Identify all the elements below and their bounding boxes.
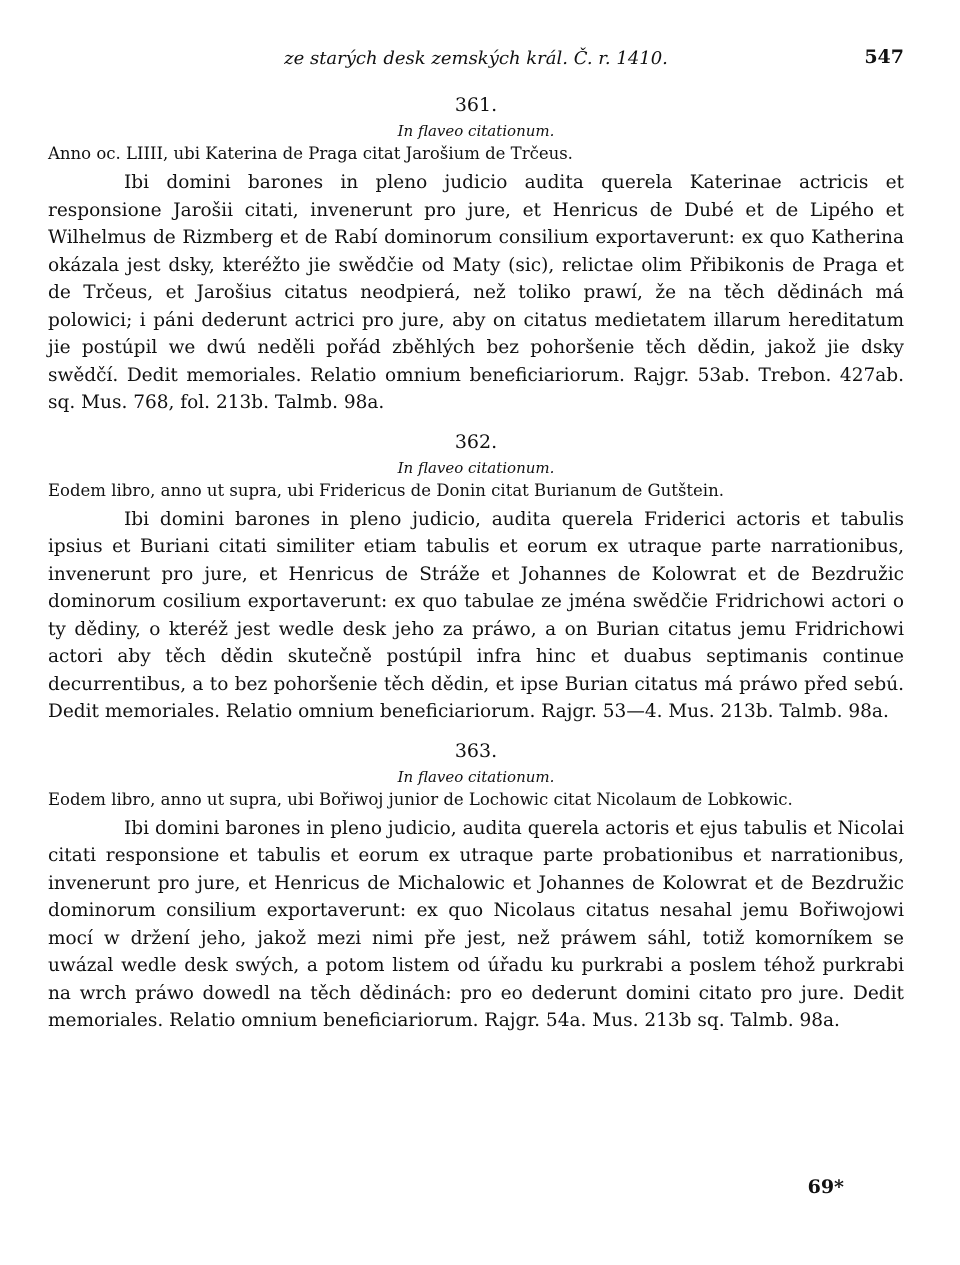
entry-text: Ibi domini barones in pleno judicio, audita querela Friderici actoris et tabulis ipsius et Buriani citati similiter etiam tabulis et eorum ex utraque parte narrationibus, invenerunt pro jure, et Henricus de Stráže et Johannes de Kolowrat et de Bezdružic dominorum cosilium exportaverunt: ex quo tabulae ze jména swědčie Fridrichowi actori o ty dědiny, o kteréž jest wedle desk jeho za práwo, a on Burian citatus jemu Fridrichowi actori aby těch dědin skutečně postúpil infra hinc et duabus septimanis continue decurrentibus, a to bez pohoršenie těch dědin, et ipse Burian citatus má práwo před sebú. Dedit memoriales. Relatio omnium beneficiariorum. Rajgr. 53—4. Mus. 213b. Talmb. 98a. (48, 508, 904, 722)
entry-source: In flaveo citationum. (397, 767, 555, 786)
entry-heading: Eodem libro, anno ut supra, ubi Fridericus de Donin citat Burianum de Gutštein. (48, 480, 724, 500)
entry-text: Ibi domini barones in pleno judicio audita querela Katerinae actricis et responsione Jarošii citati, invenerunt pro jure, et Henricus de Dubé et de Lipého et Wilhelmus de Rizmberg et de Rabí dominorum consilium exportaverunt: ex quo Katherina okázala jest dsky, kteréžto jie swědčie od Maty (sic), relictae olim Přibikonis de Praga et de Trčeus, et Jarošius citatus neodpierá, než toliko prawí, že na těch dědinách má polowici; i páni dederunt actrici pro jure, aby on citatus medietatem illarum hereditatum jie postúpil we dwú neděli pořád zběhlých bez pohoršenie těch dědin, jakož jie dsky swědčí. Dedit memoriales. Relatio omnium beneficiariorum. Rajgr. 53ab. Trebon. 427ab. sq. Mus. 768, fol. 213b. Talmb. 98a. (48, 172, 904, 413)
page-body (48, 46, 904, 1043)
entry-heading: Eodem libro, anno ut supra, ubi Bořiwoj junior de Lochowic citat Nicolaum de Lobkowic. (48, 789, 793, 809)
signature-mark: 69* (807, 1176, 844, 1198)
page-header (48, 46, 904, 76)
entry-number: 362. (454, 430, 498, 453)
running-title: ze starých desk zemských král. Č. r. 1410. (284, 48, 668, 69)
entry-heading: Anno oc. LIIII, ubi Katerina de Praga citat Jarošium de Trčeus. (48, 144, 573, 163)
entry-source: In flaveo citationum. (397, 122, 555, 140)
entry-361 (48, 94, 904, 417)
page-number: 547 (864, 46, 904, 68)
entry-362 (48, 431, 904, 726)
entry-number: 361. (454, 94, 498, 116)
entry-number: 363. (454, 739, 498, 762)
entry-text: Ibi domini barones in pleno judicio, audita querela actoris et ejus tabulis et Nicolai citati responsione et tabulis et eorum ex utraque parte probationibus et narrationibus, invenerunt pro jure, et Henricus de Michalowic et Johannes de Kolowrat et de Bezdružic dominorum consilium exportaverunt: ex quo Nicolaus citatus nesahal jemu Bořiwojowi mocí w držení jeho, jakož mezi nimi pře jest, než práwem sáhl, totiž komorníkem se uwázal wedle desk swých, a potom listem od úřadu ku purkrabi a poslem téhož purkrabi na wrch práwo dowedl na těch dědinách: pro eo dederunt domini citato pro jure. Dedit memoriales. Relatio omnium beneficiariorum. Rajgr. 54a. Mus. 213b sq. Talmb. 98a. (48, 817, 904, 1031)
entry-source: In flaveo citationum. (397, 458, 555, 477)
entry-363 (48, 740, 904, 1035)
